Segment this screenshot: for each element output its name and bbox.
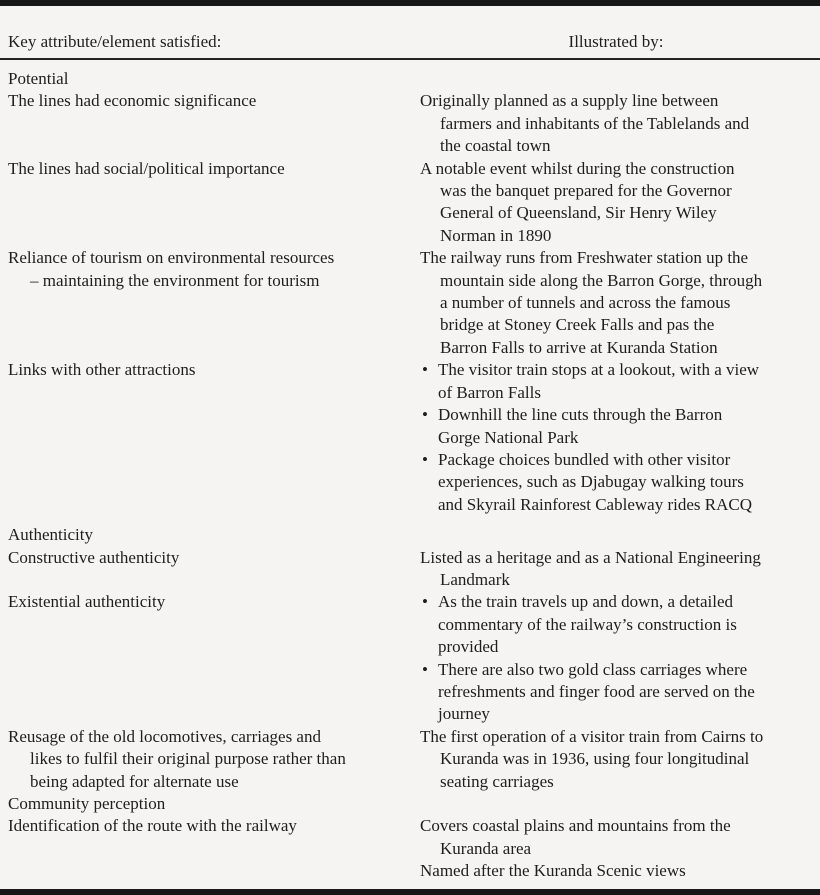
illustration-cell xyxy=(420,591,812,725)
column-header-attribute: Key attribute/element satisfied: xyxy=(8,32,222,51)
text-item xyxy=(8,547,410,569)
text-line: • There are also two gold class carriages where xyxy=(422,659,812,681)
text-item xyxy=(8,158,410,180)
text-line: journey xyxy=(438,704,490,724)
text-line: Existential authenticity xyxy=(8,592,166,612)
attribute-cell xyxy=(8,726,420,793)
table-row xyxy=(8,359,812,516)
text-line: Community perception xyxy=(8,794,166,813)
text-item xyxy=(420,860,812,882)
text-line: • The visitor train stops at a lookout, with a view xyxy=(422,359,812,381)
text-item xyxy=(420,726,812,793)
illustration-cell xyxy=(420,90,812,157)
text-item xyxy=(8,68,410,90)
attribute-cell xyxy=(8,90,420,112)
attribute-cell xyxy=(8,158,420,180)
text-line: mountain side along the Barron Gorge, through xyxy=(440,270,763,290)
bullet-icon: • xyxy=(422,360,428,380)
table-row xyxy=(8,547,812,592)
bullet-list-item xyxy=(420,404,812,449)
text-line: was the banquet prepared for the Governor xyxy=(440,181,732,201)
text-item xyxy=(420,247,812,359)
text-line: The railway runs from Freshwater station up the xyxy=(420,248,749,268)
table-row xyxy=(8,815,812,882)
text-line: seating carriages xyxy=(440,771,554,791)
text-item xyxy=(8,524,410,546)
illustration-cell xyxy=(420,726,812,793)
table-top-rule xyxy=(0,0,820,6)
bullet-icon: • xyxy=(422,449,428,469)
table-bottom-rule xyxy=(0,889,820,895)
text-line: General of Queensland, Sir Henry Wiley xyxy=(440,203,717,223)
text-line: Barron Falls to arrive at Kuranda Station xyxy=(440,337,718,357)
table-body xyxy=(0,60,820,883)
text-line: Potential xyxy=(8,69,69,88)
text-line: Gorge National Park xyxy=(438,427,579,447)
bullet-list-item xyxy=(420,591,812,658)
table-row xyxy=(8,158,812,248)
illustration-cell xyxy=(420,815,812,882)
text-line: Originally planned as a supply line between xyxy=(420,91,719,111)
illustration-cell xyxy=(420,547,812,592)
text-item xyxy=(8,90,410,112)
text-line: bridge at Stoney Creek Falls and pas the xyxy=(440,315,715,335)
text-line: commentary of the railway’s construction is xyxy=(438,614,737,634)
table-row xyxy=(8,793,812,815)
text-line: being adapted for alternate use xyxy=(30,771,239,791)
text-line: Kuranda area xyxy=(440,838,532,858)
text-line: • As the train travels up and down, a detailed xyxy=(422,591,812,613)
text-line: Constructive authenticity xyxy=(8,547,180,567)
attribute-cell xyxy=(8,68,420,90)
illustration-cell xyxy=(420,359,812,516)
bullet-list-item xyxy=(420,449,812,516)
text-line: Named after the Kuranda Scenic views xyxy=(420,861,686,881)
text-line: The first operation of a visitor train from Cairns to xyxy=(420,726,764,746)
text-line: A notable event whilst during the construction xyxy=(420,158,735,178)
column-header-illustrated-by: Illustrated by: xyxy=(568,32,664,51)
text-line: Reliance of tourism on environmental resources xyxy=(8,248,335,268)
text-item xyxy=(8,726,410,793)
bullet-list-item xyxy=(420,359,812,404)
table-row xyxy=(8,247,812,359)
bullet-icon: • xyxy=(422,592,428,612)
text-line: Links with other attractions xyxy=(8,360,196,380)
text-line: a number of tunnels and across the famous xyxy=(440,293,731,313)
text-line: Covers coastal plains and mountains from the xyxy=(420,816,731,836)
text-line: refreshments and finger food are served on the xyxy=(438,681,755,701)
table-row xyxy=(8,726,812,793)
text-item xyxy=(420,815,812,860)
attribute-cell xyxy=(8,591,420,613)
text-item xyxy=(8,247,410,292)
bullet-list-item xyxy=(420,659,812,726)
text-line: of Barron Falls xyxy=(438,382,541,402)
text-line: • Package choices bundled with other visitor xyxy=(422,449,812,471)
bullet-icon: • xyxy=(422,405,428,425)
attribute-cell xyxy=(8,815,420,837)
bullet-icon: • xyxy=(422,659,428,679)
text-line: experiences, such as Djabugay walking tours xyxy=(438,472,744,492)
text-line: The lines had social/political importance xyxy=(8,158,285,178)
illustration-cell xyxy=(420,158,812,248)
text-line: • Downhill the line cuts through the Barron xyxy=(422,404,812,426)
text-line: farmers and inhabitants of the Tablelands and xyxy=(440,113,750,133)
attribute-cell xyxy=(8,524,420,546)
text-line: provided xyxy=(438,637,499,657)
text-line: likes to fulfil their original purpose rather than xyxy=(30,749,346,769)
table-row xyxy=(8,524,812,546)
text-item xyxy=(8,815,410,837)
illustration-cell xyxy=(420,247,812,359)
table-row xyxy=(8,90,812,157)
text-line: Norman in 1890 xyxy=(440,225,552,245)
text-line: Listed as a heritage and as a National Engineering xyxy=(420,547,761,567)
text-item xyxy=(420,547,812,592)
text-item xyxy=(8,591,410,613)
text-item xyxy=(8,793,410,815)
text-item xyxy=(420,158,812,248)
text-line: Authenticity xyxy=(8,525,93,545)
text-line: The lines had economic significance xyxy=(8,91,257,111)
attribute-cell xyxy=(8,793,420,815)
text-item xyxy=(8,359,410,381)
table-header-row xyxy=(0,0,820,53)
text-line: Reusage of the old locomotives, carriages and xyxy=(8,726,321,746)
attribute-cell xyxy=(8,247,420,292)
text-line: Landmark xyxy=(440,569,510,589)
text-line: – maintaining the environment for tourism xyxy=(30,270,320,290)
text-line: and Skyrail Rainforest Cableway rides RACQ xyxy=(438,494,752,514)
attribute-cell xyxy=(8,359,420,381)
text-line: Identification of the route with the railway xyxy=(8,816,297,836)
text-item xyxy=(420,90,812,157)
table-row xyxy=(8,68,812,90)
text-line: the coastal town xyxy=(440,136,551,156)
attribute-cell xyxy=(8,547,420,569)
table-row xyxy=(8,591,812,725)
text-line: Kuranda was in 1936, using four longitudinal xyxy=(440,749,750,769)
